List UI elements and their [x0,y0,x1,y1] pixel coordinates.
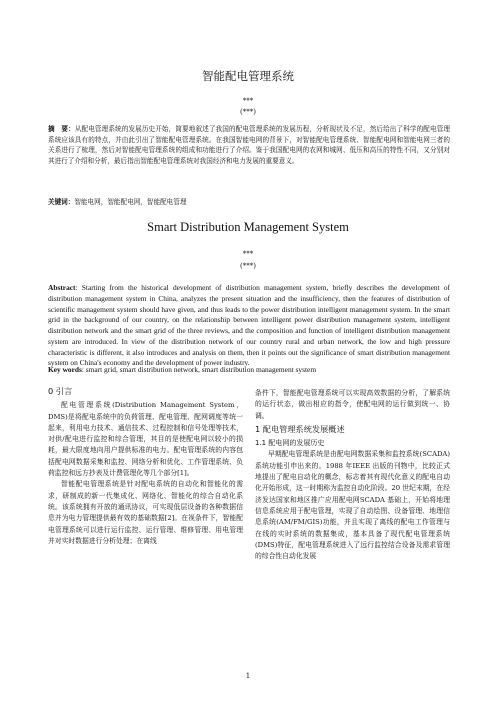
section-0-paragraph-2-continued: 条件下，智能配电管理系统可以实现高效数据的分析，了解系统的运行状态，做出相应的指令，使配电网的运行做到统一、协调。 [255,389,450,420]
keywords-cn-text: 智能电网，智能配电网，智能配电管理 [74,198,187,206]
section-1-1-paragraph: 早期配电管理系统是由配电网数据采集和监控系统(SCADA)系统功能引申出来的。1988 年IEEE 出版的刊物中，比较正式地提出了配电自动化的概念，标志着其有现代化意义的配电自动化开始形成，这一时期称为监控自动化阶段。20 世纪末期，在经济发达国家和地区推广应用配电网SCADA 基础上，开始将地理信息系统应用于配电管理，实现了自动绘图、设备管理、地理信息系统(AM/FM/GIS)功能，并且实现了离线的配电工作管理与在线的实时系统的数据集成，基本具备了现代配电管理系统(DMS)特征，配电管理系统进入了远行监控结合设备及需求管理的综合性自动化发展 [255,450,450,561]
paper-title-cn: 智能配电管理系统 [202,69,294,83]
section-1-heading: 1 配电管理系统发展概述 [255,423,345,434]
abstract-en-text: : Starting from the historical development of distribution management system, briefly describes the development of distribution management system in China, analyzes the present situation and the insufficiency, then the features of distribution of scientific management system should have given, and thus leads to the power distribution intelligent management system. In the smart grid in the background of our country, on the relationship between intelligent power distribution management system, intelligent distribution network and the smart grid of the three reviews, and the composition and function of intelligent distribution management system are introduced. In view of the distribution network of our country rural and urban network, the low and high pressure characteristic is different, it also introduces and analysis on them, then it points out the significance of smart distribution management system on China's economy and the development of power industry. [48,283,450,368]
keywords-en-label: Key words [48,365,82,374]
abstract-cn-text: 从配电管理系统的发展历史开始，简要地叙述了我国的配电管理系统的发展历程，分析现状及不足，然后给出了科学的配电管理系统应该具有的特点，并由此引出了智能配电管理系统。在我国智能电网的背景下，对智能配电管理系统、智能配电网和智能电网三者的关系进行了梳理，然后对智能配电管理系统的组成和功能进行了介绍。鉴于我国配电网的农网和城网、低压和高压的特性不同，又分别对其进行了介绍和分析，最后指出智能配电管理系统对我国经济和电力发展的重要意义。 [48,125,451,165]
affiliation-cn: (***) [240,108,256,116]
abstract-en-label: Abstract [48,283,76,292]
abstract-cn-label: 摘 要： [48,125,75,133]
page-number: 1 [245,672,251,680]
abstract-en [48,283,450,369]
section-0-paragraph-2: 智能配电管理系统是针对配电系统的自动化和智能化的需求，研制成的新一代集成化、网络化、智能化的综合自动化系统。该系统拥有开放的通讯协议，可实现低层设备的各种数据信息并为电力管理提供最有效的基础数据[2]。在视条件下，智能配电管理系统可以进行运行监控、运行管理、维修管理、用电管理并对实时数据进行分析处理；在离线 [48,480,243,545]
section-0-heading: 0 引言 [48,386,73,396]
body-column-left [48,386,243,547]
abstract-cn [48,124,450,166]
author-en: *** [242,250,254,258]
paper-title-en: Smart Distribution Management System [147,220,349,234]
section-1-1-heading: 1.1 配电网的发展历史 [255,439,325,448]
author-cn: *** [242,97,254,105]
keywords-en [48,365,450,375]
keywords-cn [48,197,450,207]
keywords-en-text: : smart grid, smart distribution network, smart distribution management system [81,365,317,374]
section-0-paragraph-1: 配电管理系统(Distribution Management System，DMS)是将配电系统中的负荷管理、配电管理、配网调度等统一起来，利用电力技术、通信技术、过程控制和信号处理等技术，对供/配电进行监控和综合管理，其目的是使配电网以较小的损耗，最大限度地向用户提供标准的电力。配电管理系统的内容包括配电网数据采集和监控、网络分析和优化、工作管理系统、负荷监控和远方抄表及计费管理化等几个部分[1]。 [48,401,243,478]
keywords-cn-label: 关键词： [48,198,75,206]
body-column-right [255,388,450,562]
affiliation-en: (***) [240,262,256,270]
